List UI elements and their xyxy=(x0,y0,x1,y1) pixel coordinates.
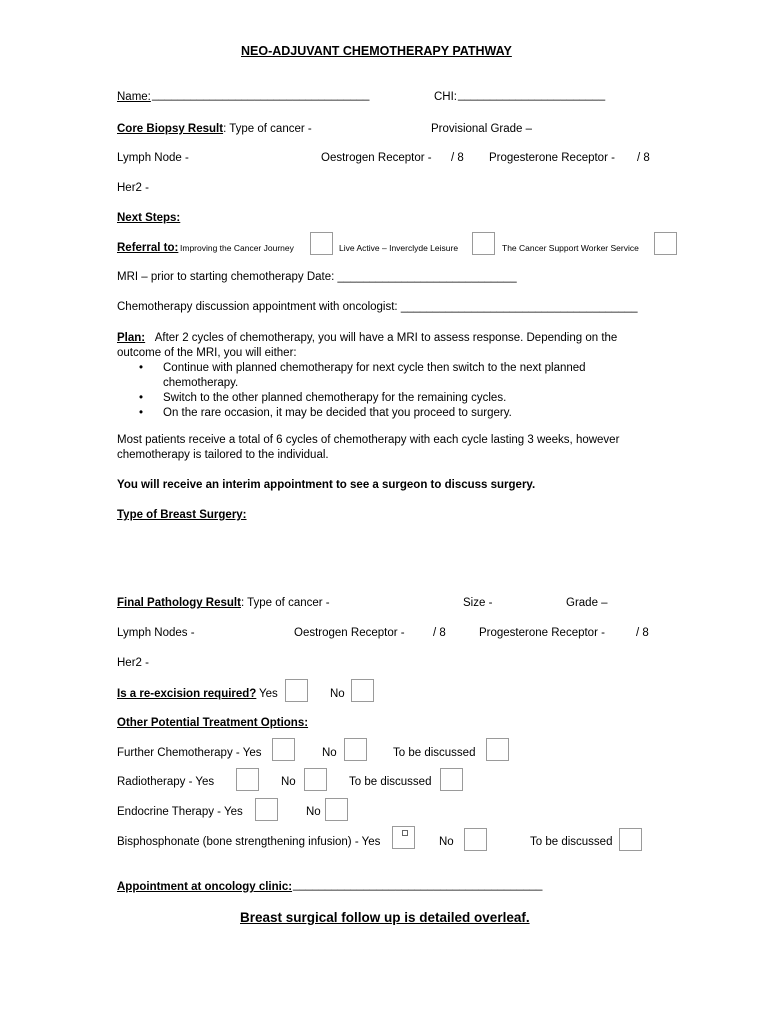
small-square-icon xyxy=(402,830,408,836)
bullet-icon: • xyxy=(139,392,144,404)
bisphosphonate-no-label: No xyxy=(439,836,454,848)
reexcision-yes-checkbox[interactable] xyxy=(285,679,308,702)
further-chemo-no-checkbox[interactable] xyxy=(344,738,367,761)
referral-option-cancer-journey: Improving the Cancer Journey xyxy=(180,243,294,253)
radiotherapy-tbd-checkbox[interactable] xyxy=(440,768,463,791)
final-progesterone-label: Progesterone Receptor - xyxy=(479,627,605,639)
endocrine-no-label: No xyxy=(306,806,321,818)
final-progesterone-score: / 8 xyxy=(636,627,649,639)
referral-live-active-checkbox[interactable] xyxy=(472,232,495,255)
bullet-icon: • xyxy=(139,362,144,374)
other-options-heading: Other Potential Treatment Options: xyxy=(117,717,309,729)
plan-label: Plan: xyxy=(117,332,146,344)
plan-intro xyxy=(117,331,647,361)
referral-label: Referral to: xyxy=(117,242,179,254)
oncology-clinic-field[interactable]: _______________________________________ xyxy=(293,879,543,891)
name-field[interactable]: __________________________________ xyxy=(152,89,370,101)
radiotherapy-no-checkbox[interactable] xyxy=(304,768,327,791)
document-title: NEO-ADJUVANT CHEMOTHERAPY PATHWAY xyxy=(241,44,512,58)
final-pathology-row xyxy=(117,596,330,610)
oestrogen-score: / 8 xyxy=(451,152,464,164)
plan-section xyxy=(117,331,647,421)
provisional-grade-label: Provisional Grade – xyxy=(431,123,532,135)
further-chemo-tbd-checkbox[interactable] xyxy=(486,738,509,761)
plan-option-text: Switch to the other planned chemotherapy for the remaining cycles. xyxy=(163,392,507,404)
lymph-node-label: Lymph Node - xyxy=(117,152,189,164)
her2-label: Her2 - xyxy=(117,182,149,194)
bisphosphonate-tbd-checkbox[interactable] xyxy=(619,828,642,851)
radiotherapy-label: Radiotherapy - Yes xyxy=(117,776,215,788)
oncology-clinic-label: Appointment at oncology clinic: xyxy=(117,881,293,893)
referral-option-support-worker: The Cancer Support Worker Service xyxy=(502,243,639,253)
endocrine-label: Endocrine Therapy - Yes xyxy=(117,806,243,818)
name-label: Name: xyxy=(117,91,151,103)
mri-date-line[interactable]: MRI – prior to starting chemotherapy Date: ____________________________ xyxy=(117,271,517,283)
chemo-discussion-line[interactable]: Chemotherapy discussion appointment with oncologist: _____________________________________ xyxy=(117,301,638,313)
plan-option xyxy=(139,361,647,391)
plan-intro-text: After 2 cycles of chemotherapy, you will have a MRI to assess response. Depending on the outcome of the MRI, you will either: xyxy=(117,332,618,359)
bullet-icon: • xyxy=(139,407,144,419)
reexcision-no-label: No xyxy=(330,688,345,700)
breast-surgery-heading: Type of Breast Surgery: xyxy=(117,509,247,521)
plan-options-list xyxy=(117,361,647,421)
bisphosphonate-yes-checkbox[interactable] xyxy=(392,826,415,849)
endocrine-yes-checkbox[interactable] xyxy=(255,798,278,821)
next-steps-heading: Next Steps: xyxy=(117,212,181,224)
bisphosphonate-label: Bisphosphonate (bone strengthening infusion) - Yes xyxy=(117,836,381,848)
further-chemo-tbd-label: To be discussed xyxy=(393,747,476,759)
chi-field[interactable]: _______________________ xyxy=(458,89,606,101)
cycles-paragraph: Most patients receive a total of 6 cycles of chemotherapy with each cycle lasting 3 weeks, however chemotherapy is tailored to the individual. xyxy=(117,434,620,461)
reexcision-no-checkbox[interactable] xyxy=(351,679,374,702)
final-pathology-label: Final Pathology Result xyxy=(117,597,241,609)
plan-option xyxy=(139,391,647,406)
core-biopsy-row xyxy=(117,122,312,136)
further-chemo-no-label: No xyxy=(322,747,337,759)
reexcision-yes-label: Yes xyxy=(259,688,278,700)
referral-cancer-journey-checkbox[interactable] xyxy=(310,232,333,255)
final-grade-label: Grade – xyxy=(566,597,608,609)
final-oestrogen-score: / 8 xyxy=(433,627,446,639)
core-biopsy-label: Core Biopsy Result xyxy=(117,123,224,135)
bisphosphonate-no-checkbox[interactable] xyxy=(464,828,487,851)
bisphosphonate-tbd-label: To be discussed xyxy=(530,836,613,848)
interim-appointment-text: You will receive an interim appointment to see a surgeon to discuss surgery. xyxy=(117,479,536,491)
final-her2-label: Her2 - xyxy=(117,657,149,669)
plan-option xyxy=(139,406,647,421)
referral-option-live-active: Live Active – Inverclyde Leisure xyxy=(339,243,459,253)
radiotherapy-no-label: No xyxy=(281,776,296,788)
lymph-nodes-label: Lymph Nodes - xyxy=(117,627,195,639)
radiotherapy-tbd-label: To be discussed xyxy=(349,776,432,788)
oestrogen-receptor-label: Oestrogen Receptor - xyxy=(321,152,432,164)
final-pathology-type-label: : Type of cancer - xyxy=(240,597,330,609)
referral-support-worker-checkbox[interactable] xyxy=(654,232,677,255)
size-label: Size - xyxy=(463,597,493,609)
reexcision-label: Is a re-excision required? xyxy=(117,688,257,700)
plan-option-text: On the rare occasion, it may be decided that you proceed to surgery. xyxy=(163,407,512,419)
endocrine-no-checkbox[interactable] xyxy=(325,798,348,821)
plan-option-text: Continue with planned chemotherapy for next cycle then switch to the next planned chemotherapy. xyxy=(163,362,586,389)
chi-label: CHI: xyxy=(434,91,457,103)
final-oestrogen-label: Oestrogen Receptor - xyxy=(294,627,405,639)
radiotherapy-yes-checkbox[interactable] xyxy=(236,768,259,791)
surgical-followup-note: Breast surgical follow up is detailed overleaf. xyxy=(240,910,530,925)
further-chemo-label: Further Chemotherapy - Yes xyxy=(117,747,262,759)
core-biopsy-type-label: : Type of cancer - xyxy=(223,123,312,135)
further-chemo-yes-checkbox[interactable] xyxy=(272,738,295,761)
progesterone-receptor-label: Progesterone Receptor - xyxy=(489,152,615,164)
progesterone-score: / 8 xyxy=(637,152,650,164)
